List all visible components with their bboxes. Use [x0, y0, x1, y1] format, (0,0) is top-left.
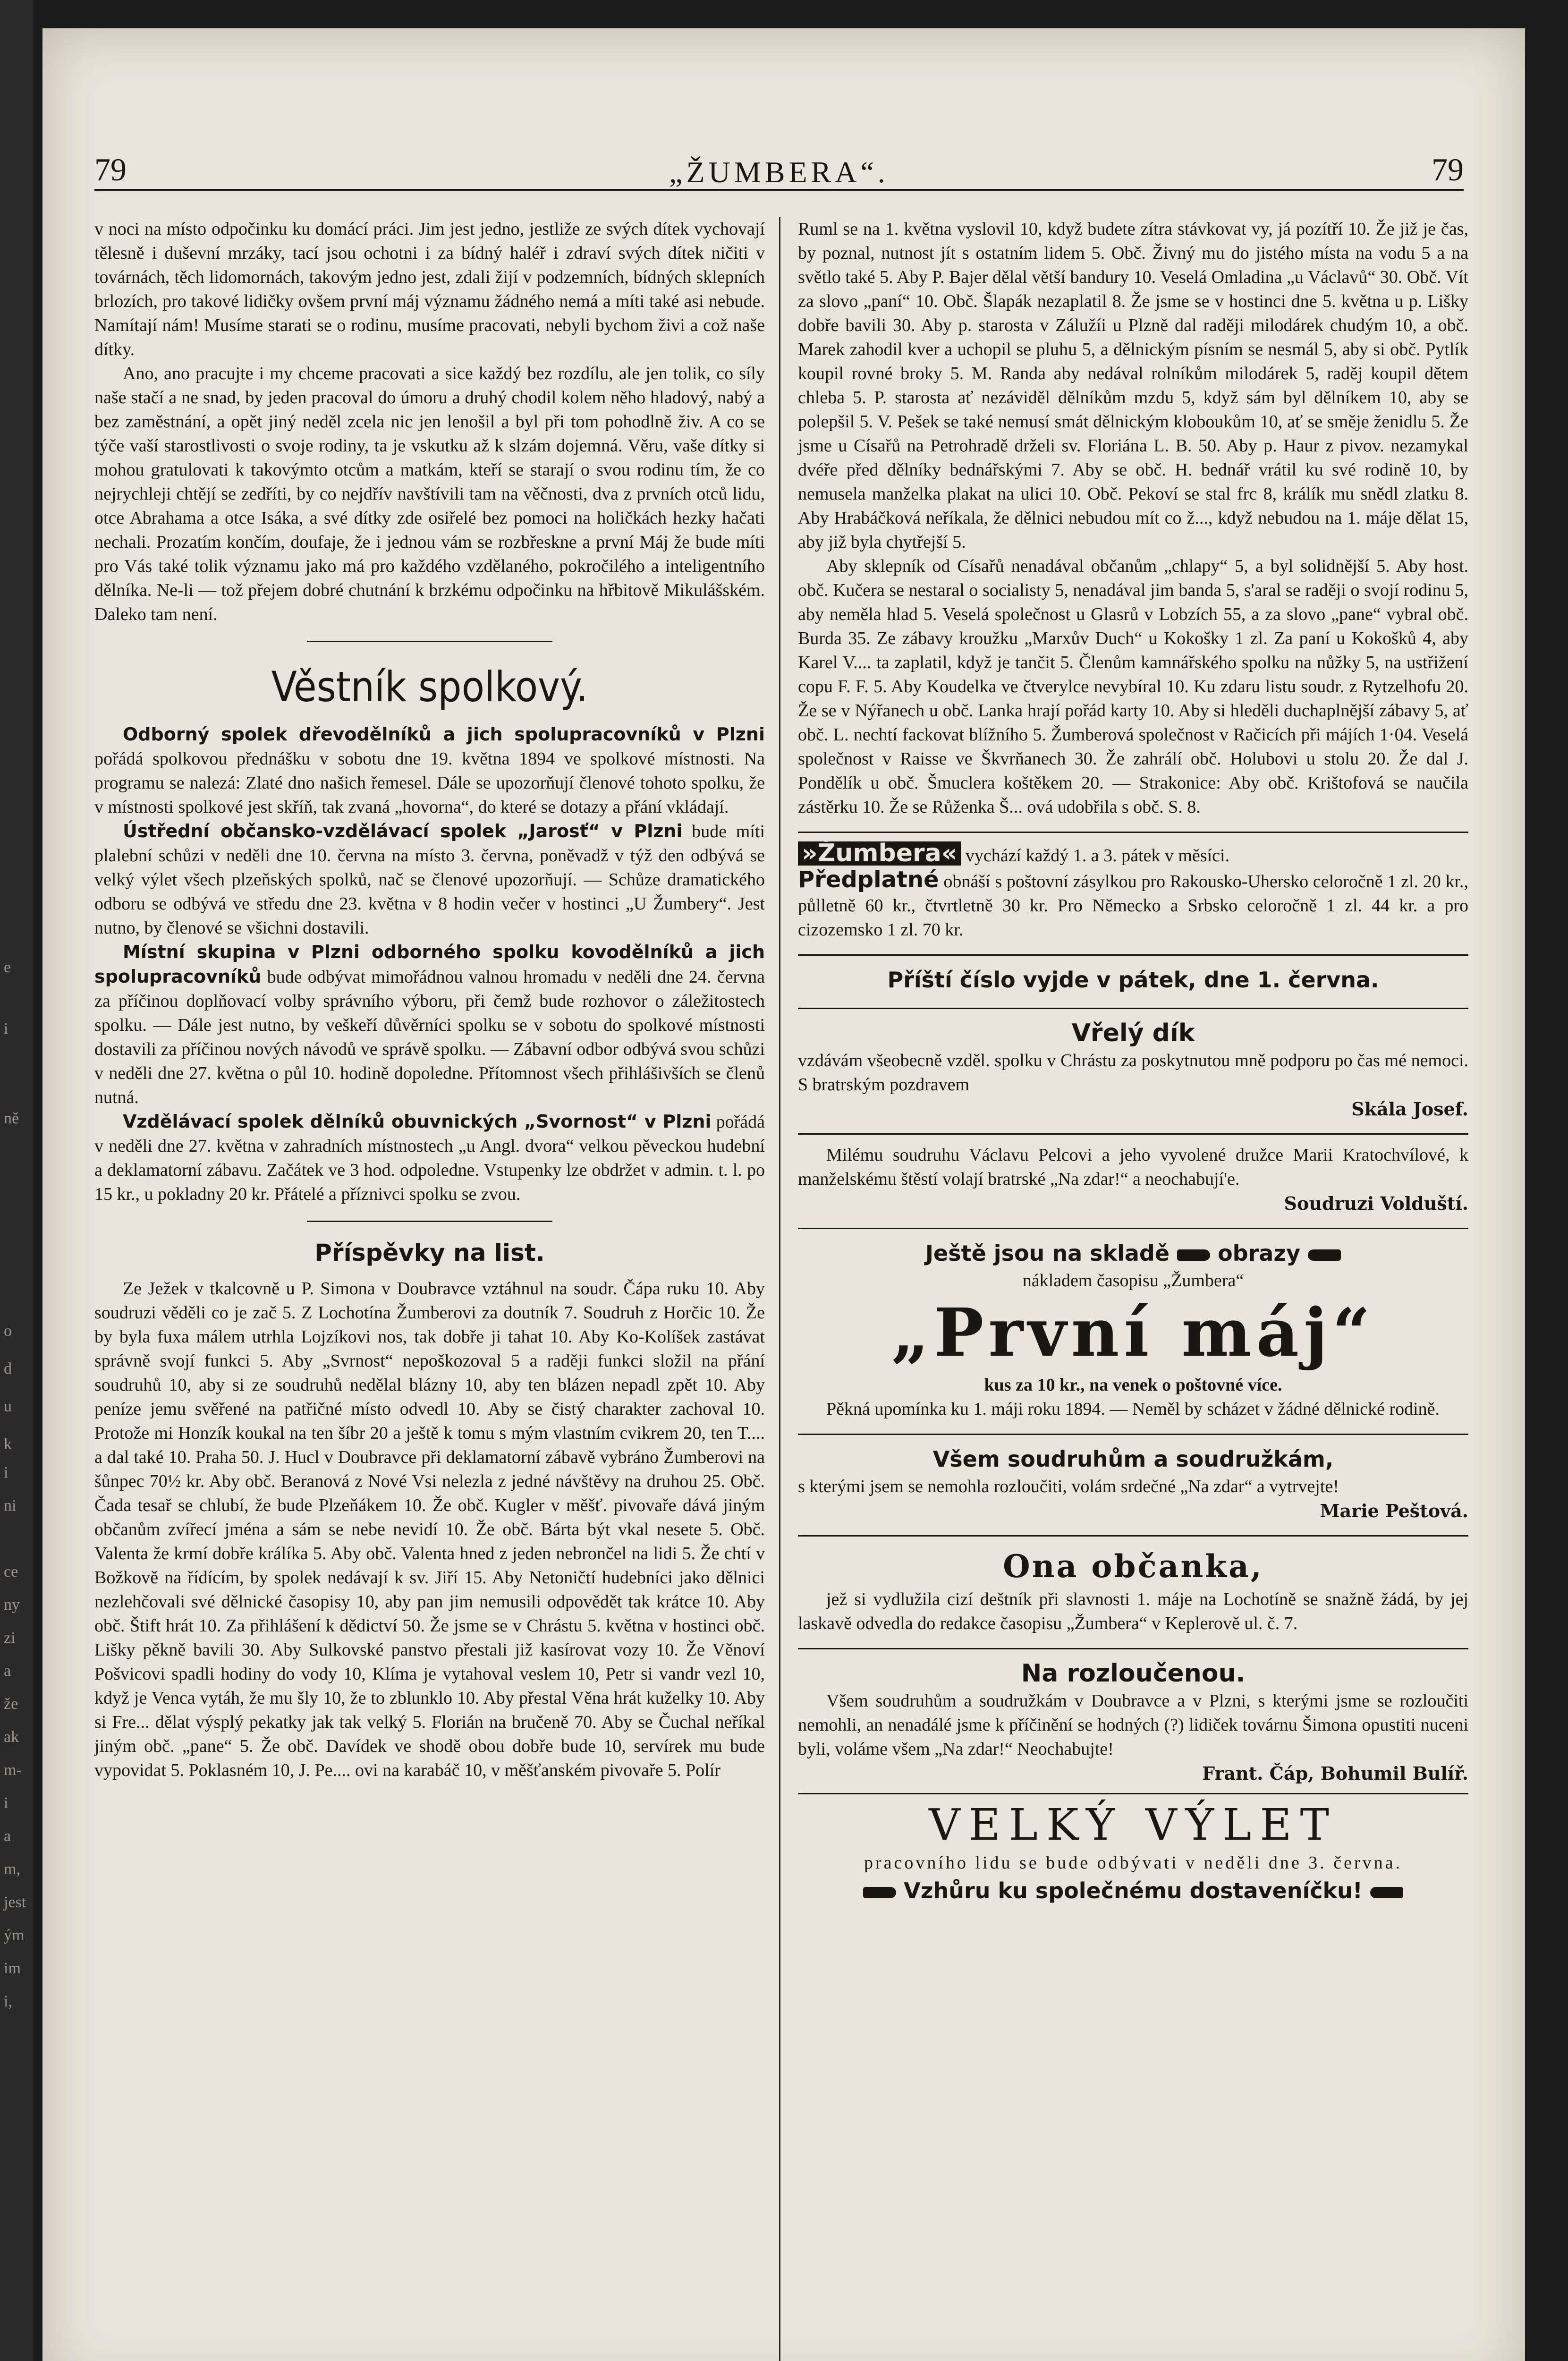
divider: [798, 1008, 1468, 1009]
strip-text: k: [4, 1435, 12, 1453]
trip-callout-text: Vzhůru ku společnému dostaveníčku!: [904, 1878, 1363, 1903]
notice-body: bude míti plalební schůzi v neděli dne 10. června na místo 3. června, poněvadž v týž den odbývá se velký výlet všech plzeňských spolků, nač se členové upozorňují. — Schůze dramatického odboru se odbývá ve středu dne 23. května v 8 hodin večer v hostinci „U Žumbery“. Jest nutno, by členové se všichni dostavili.: [94, 822, 765, 938]
left-column: [94, 217, 765, 1783]
subscription-info: [798, 868, 1468, 942]
notice-body: pořádá v neděli dne 27. května v zahradních místnostech „u Angl. dvora“ velkou pěveckou hudební a deklamatorní zábavu. Začátek ve 3 hod. odpoledne. Vstupenky lze obdržet v admin. t. l. po 15 kr., u pokladny 20 kr. Přátelé a příznivci spolku se zvou.: [94, 1112, 765, 1204]
trip-heading: VELKÝ VÝLET: [798, 1793, 1468, 1851]
farewell-body: s kterými jsem se nemohla rozloučiti, volám srdečné „Na zdar“ a vytrvejte!: [798, 1477, 1339, 1496]
pointing-hand-icon: [1177, 1249, 1210, 1261]
strip-text: i: [4, 1464, 8, 1481]
publication-schedule: vychází každý 1. a 3. pátek v měsíci.: [965, 846, 1230, 866]
goodbye-body: Všem soudruhům a soudružkám v Doubravce a v Plzni, s kterými jsme se rozloučiti nemohli, an nenadálé jsme k příčinění se hodných (?) lidiček továrnu Šimona opustiti nuceni byli, voláme všem „Na zdar!“ Neochabujte!: [798, 1691, 1468, 1759]
notice-body: pořádá spolkovou přednášku v sobotu dne 19. května 1894 ve spolkové místnosti. Na programu se nalezá: Zlaté dno našich řemesel. Dále se upozorňují členové tohoto spolku, že v místnosti spolkové jest skříň, tak zvaná „hovorna“, do které se dotazy a přání vkládají.: [94, 749, 765, 817]
trip-callout: [798, 1875, 1468, 1906]
prvni-maj-price: kus za 10 kr., na venek o poštovné více.: [984, 1375, 1282, 1395]
thanks-signature: Skála Josef.: [1351, 1098, 1468, 1120]
strip-text: i: [4, 1020, 8, 1037]
right-column: [798, 217, 1468, 1906]
page-header: [94, 137, 1464, 191]
stock-ad-title: Ještě jsou na skladě: [925, 1240, 1170, 1266]
strip-text: i,: [4, 1993, 12, 2010]
umbrella-notice-heading: Ona občanka,: [1003, 1548, 1263, 1585]
thanks-body: vzdávám všeobecně vzděl. spolku v Chrástu za poskytnutou mně podporu po čas mé nemoci. S bratrským pozdravem: [798, 1051, 1468, 1095]
next-issue-notice: Příští číslo vyjde v pátek, dne 1. června.: [887, 967, 1379, 993]
notice-head: Vzdělávací spolek dělníků obuvnických „Svornost“ v Plzni: [123, 1111, 712, 1132]
divider: [798, 832, 1468, 833]
strip-text: ak: [4, 1728, 19, 1746]
strip-text: zi: [4, 1629, 16, 1647]
strip-text: že: [4, 1695, 18, 1713]
strip-text: d: [4, 1360, 12, 1377]
notice-body: bude odbývat mimořádnou valnou hromadu v neděli dne 24. června za příčinou doplňovací volby správního výboru, při čemž bude rozhovor o záležitostech spolku. — Dále jest nutno, by veškeří důvěrníci spolku se v sobotu do spolkové místnosti dostavili za příčinou nových návodů ve správě spolku. — Zábavní odbor odbývá svou schůzi v neděli dne 27. května o půl 10. hodině dopoledne. Přítomnost všech přihlášivších se členů nutná.: [94, 967, 765, 1107]
strip-text: ny: [4, 1596, 20, 1614]
strip-text: m,: [4, 1860, 20, 1878]
strip-text: ni: [4, 1497, 17, 1514]
trip-body: pracovního lidu se bude odbývati v neděli dne 3. června.: [864, 1853, 1403, 1873]
notice-paragraph: [94, 1110, 765, 1206]
divider: [798, 1648, 1468, 1649]
notice-paragraph: [94, 940, 765, 1110]
page-number-left: 79: [94, 152, 127, 187]
notice-paragraph: [94, 722, 765, 819]
publication-info: [798, 841, 1468, 868]
strip-text: a: [4, 1827, 11, 1845]
thanks-heading: Vřelý dík: [1071, 1019, 1195, 1047]
prispevky-continued: Ruml se na 1. května vyslovil 10, když budete zítra stávkovat vy, já pozítří 10. Že již je čas, by poznal, nutnost jít s ostatním lidem 5. Obč. Živný mu do jistého místa na vodu 5 a na světlo také 5. Aby P. Bajer dělal větší bandury 10. Veselá Omladina „u Václavů“ 30. Obč. Vít za slovo „paní“ 10. Obč. Šlapák nezaplatil 8. Že jsme se v hostinci dne 5. května u p. Lišky dobře bavili 30. Aby p. starosta v Zálužíi u Plzně dal raději milodárek chudým 10, a obč. Marek zahodil kver a uchopil se pluhu 5, a dělnickým písním se nesmál 5, aby si obč. Pytlík koupil rovné broky 5. M. Randa aby nedával rolníkům milodárek 5, raděj koupil dětem chleba 5. P. starosta ať nezáviděl dělníkům mzdu 5, když sám byl dělníkem 10, aby se polepšil 5. V. Pešek se také nemusí smát dělnickým kloboukům 10, ať se směje ženidlu 5. Že jsme u Císařů na Petrohradě drželi sv. Floriána L. B. 50. Aby p. Haur z pivov. nezamykal dvéře před dělníky bednářskými 7. Aby se obč. H. bednář vrátil ku své rodině 10, by nemusela manželka plakat na ulici 10. Obč. Pekoví se stal frc 8, králík mu snědl zlatku 8. Aby Hrabáčková neříkala, že dělnici nebudou mít co ž..., když nebudou na 1. máje dělat 15, aby již byla chytřejší 5.: [798, 219, 1468, 552]
prispevky-paragraph: Ze Ježek v tkalcovně u P. Simona v Doubravce vztáhnul na soudr. Čápa ruku 10. Aby soudruzi věděli co je zač 5. Z Lochotína Žumberovi za doutník 7. Soudruh z Horčic 10. Že by byla fuxa málem utrhla Lojzíkovi nos, tak dobře ji tahat 10. Aby Ko-Kolíšek zastávat správně svojí funkci 5. Aby „Svrnost“ nepoškozoval 5 a raději funkci složil na přání soudruhů 10, aby si ze soudruhů nedělal blázny 10, aby ten blázen nepadl zpět 10. Aby peníze jemu svěřené na patřičné místo odvedl 10. Aby se čistý charakter zachoval 10. Protože mi Honzík koukal na ten šíbr 20 a ještě k tomu s mým vlastním cvikrem 20, ten T.... a dal také 10. Praha 50. J. Hucl v Doubravce při deklamatorní zábavě vybráno Žumberovi na šůnpec 70½ kr. Aby obč. Beranová z Nové Vsi nelezla z jedné návštěvy na druhou 25. Obč. Čada tesař se chlubí, že bude Plzeňákem 10. Že obč. Kugler v měšť. pivovaře dává jiným občanům zvířecí jména a sám se nebe nevidí 10. Že obč. Bárta být vkal nesete 5. Obč. Valenta že krmí dobře králíka 5. Aby obč. Valenta hned z jeden nebrončel na lidi 5. Že chtí v Božkově na řídícím, by spolek nedávají k sv. Jiří 15. Aby Netoničtí hudebníci jako dělnici nezlehčovali své dělnické časopisy 10, aby pan jim nemusili odpovědět tak krátce 10. Aby obč. Štift hrát 10. Za přihlášení k dědictví 50. Že jsme se v Chrástu 5. května v hostinci obč. Lišky pěkně bavili 30. Aby Sulkovské panstvo přestali již kasírovat vozy 10. Že Věnoví Pošvicovi spadli hodiny do vody 10, Klíma je vytahoval veslem 10, Petr si vandr vezl 10, když je Venca vytáh, že mu šly 10, že to zblunklo 10. Aby přestal Věna hrát kuželky 10. Aby si Fre... dělat výsplý pekatky jak tak velký 5. Florián na bručeně 70. Aby se Čuchal neříkal jiným obč. „pane“ 5. Že obč. Davídek ve shodě obou dobře bude 10, servírek mu bude vypovidat 5. Poklasném 10, J. Pe.... ovi na karabáč 10, v měšťanském pivovaře 5. Polír: [94, 1279, 765, 1780]
strip-text: ce: [4, 1563, 18, 1580]
intro-paragraph: v noci na místo odpočinku ku domácí práci. Jim jest jedno, jestliže ze svých dítek vychovají tělesně i duševní mrzáky, tací jsou ochotni i za bídný haléř i zdraví svých dítek ničiti v továrnách, těch lidomornách, takovým jedno jest, zdali žijí v podzemních, bídných sklepních brlozích, pro takové lidičky ovšem první máj významu žádného nemá a míti také asi nebude. Namítají nám! Musíme starati se o rodinu, musíme pracovati, nebyli bychom živi a což naše dítky.: [94, 219, 765, 359]
umbrella-notice-body: jež si vydlužila cizí deštník při slavnosti 1. máje na Lochotíně se snažně žádá, by jej laskavě odvedla do redakce časopisu „Žumbera“ v Keplerově ul. č. 7.: [798, 1589, 1468, 1633]
strip-text: i: [4, 1794, 8, 1812]
divider: [798, 1434, 1468, 1435]
divider: [307, 1221, 552, 1222]
strip-text: o: [4, 1322, 12, 1340]
subscription-prices: obnáší s poštovní zásylkou pro Rakousko-Uhersko celoročně 1 zl. 20 kr., půlletně 60 kr., čtvrtletně 30 kr. Pro Německo a Srbsko celoročně 1 zl. 44 kr. a pro cizozemsko 1 zl. 70 kr.: [798, 872, 1469, 940]
pointing-hand-icon: [863, 1887, 896, 1898]
farewell-signature: Marie Peštová.: [1320, 1500, 1468, 1521]
divider: [307, 641, 552, 642]
adjacent-page-strip: [0, 0, 33, 2361]
divider: [798, 954, 1468, 956]
newspaper-page: [42, 28, 1525, 2361]
strip-text: m-: [4, 1761, 22, 1779]
vestnik-heading: Věstník spolkový.: [271, 662, 588, 711]
pointing-hand-icon: [1370, 1887, 1403, 1898]
intro-paragraph: Ano, ano pracujte i my chceme pracovati a sice každý bez rozdílu, ale jen tolik, co síly naše stačí a ne snad, by jeden pracoval do úmoru a druhý chodil kolem něho hladový, nabý a bez zaměstnání, a opět jiný neděl zcela nic jen lenošil a byl při tom pohodlně živ. A co se týče vaší starostlivosti o svoje rodiny, ta je vskutku až k slzám dojemná. Věru, vaše dítky si mohou gratulovati k takovýmto otcům a matkám, kteří se starají o svou rodinu tím, že co nejrychleji chtějí se zedříti, by co nejdřív navštívili tam na věčnosti, dva z prvních otců lidu, otce Abrahama a otce Isáka, a své dítky zde osiřelé bez pomoci na holičkách hezky hačati nechali. Prozatím končím, doufaje, že i jednou vám se rozbřeskne a první Máj že bude míti pro Vás také tolik významu jako má pro každého vzdělaného, pokročilého a inteligentního dělníka. Ne-li — tož přejem dobré chutnání k brzkému odpočinku na hřbitově Mikulášském. Daleko tam není.: [94, 364, 765, 624]
stock-ad-heading: [798, 1238, 1468, 1269]
prvni-maj-title: „První máj“: [891, 1294, 1375, 1372]
stock-ad-word: obrazy: [1218, 1240, 1301, 1266]
wedding-greeting: Milému soudruhu Václavu Pelcovi a jeho vyvolené družce Marii Kratochvílové, k manželskému štěstí volají bratrské „Na zdar!“ a neochabují'e.: [798, 1145, 1468, 1189]
prispevky-heading: Příspěvky na list.: [314, 1239, 545, 1266]
prvni-maj-note: Pěkná upomínka ku 1. máji roku 1894. — Neměl by scházet v žádné dělnické rodině.: [826, 1399, 1440, 1419]
strip-text: u: [4, 1398, 12, 1415]
strip-text: e: [4, 959, 11, 976]
strip-text: jest: [4, 1894, 26, 1911]
strip-text: ně: [4, 1110, 19, 1127]
goodbye-heading: Na rozloučenou.: [1021, 1659, 1246, 1688]
strip-text: im: [4, 1960, 21, 1977]
pointing-hand-icon: [1308, 1249, 1341, 1261]
divider: [798, 1228, 1468, 1229]
notice-head: Ústřední občansko-vzdělávací spolek „Jarosť“ v Plzni: [123, 821, 683, 841]
divider: [798, 1133, 1468, 1135]
prispevky-continued: Aby sklepník od Císařů nenadával občanům „chlapy“ 5, a byl solidnější 5. Aby host. obč. Kučera se nestaral o socialisty 5, nenadával jim banda 5, s'aral se raději o svojí rodinu 5, aby neměla hlad 5. Veselá společnost u Glasrů v Lobzích 55, a za slovo „pane“ vybral obč. Burda 35. Ze zábavy kroužku „Marxův Duch“ u Kokošky 1 zl. Za paní u Kokošků 4, aby Karel V.... ta zaplatil, když je tančit 5. Členům kamnářského spolku na nůžky 5, na ustřižení copu F. F. 5. Aby Koudelka ve čtverylce nevybíral 10. Ku zdaru listu soudr. z Rytzelhofu 20. Že se v Nýřanech u obč. Lanka hrají pořád karty 10. Aby si hleděli duchaplnější zábavy 5, ať obč. L. nechtí fackovat blížního 5. Žumberová společnost v Račicích při májích 1·04. Veselá společnost v Raisse ve Škvrňanech 30. Že zahrálí obč. Holubovi u stolu 20. Že dal J. Pondělík u obč. Šmuclera koštěkem 20. — Strakonice: Aby obč. Krištofová se naučila zástěrku 10. Že se Růženka Š... ová udobřila s obč. S. 8.: [798, 556, 1468, 817]
page-number-right: 79: [1432, 152, 1464, 187]
stock-ad-sub: nákladem časopisu „Žumbera“: [1022, 1271, 1244, 1291]
wedding-signature: Soudruzi Volduští.: [1284, 1193, 1468, 1214]
divider: [798, 1535, 1468, 1537]
notice-head: Odborný spolek dřevodělníků a jich spolupracovníků v Plzni: [123, 724, 765, 745]
notice-head: Místní skupina v Plzni odborného spolku kovodělníků a jich spolupracovníků: [94, 942, 765, 987]
strip-text: a: [4, 1662, 11, 1680]
goodbye-signature: Frant. Čáp, Bohumil Bulíř.: [1202, 1763, 1468, 1784]
notice-paragraph: [94, 819, 765, 940]
column-divider: [779, 217, 780, 2361]
strip-text: ým: [4, 1927, 25, 1944]
zumbera-wordmark: »Žumbera«: [798, 841, 961, 866]
subscription-heading: Předplatné: [798, 866, 939, 893]
farewell-heading: Všem soudruhům a soudružkám,: [932, 1446, 1334, 1472]
newspaper-title: „ŽUMBERA“.: [669, 155, 889, 189]
